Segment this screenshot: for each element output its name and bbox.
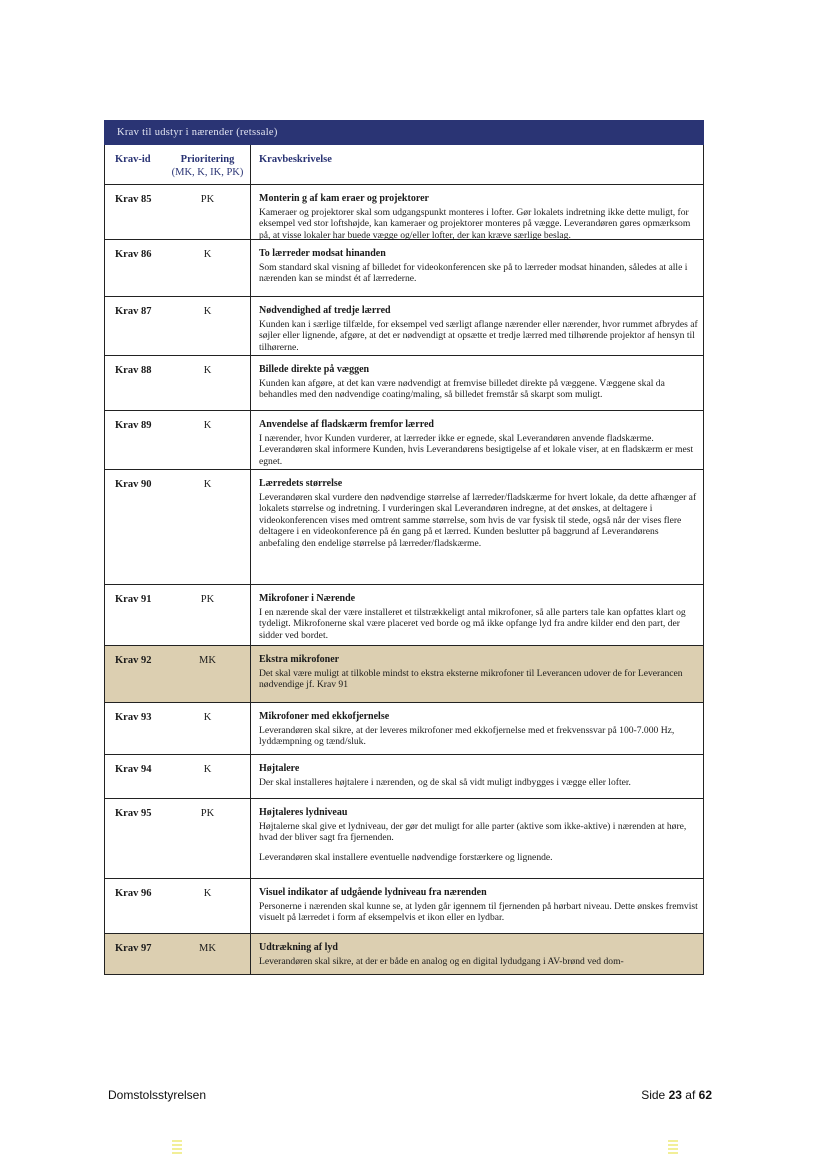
row-description bbox=[251, 934, 703, 974]
requirement-text: Leverandøren skal sikre, at der leveres mikrofoner med ekkofjernelse med et frekvenssvar på 100-7.000 Hz, lyddæmpning og tænd/sluk. bbox=[259, 724, 675, 748]
row-priority: MK bbox=[165, 934, 251, 974]
page-of: af bbox=[685, 1088, 696, 1102]
requirement-title: To lærreder modsat hinanden bbox=[259, 248, 386, 259]
footer-organization: Domstolsstyrelsen bbox=[108, 1088, 207, 1102]
page-current: 23 bbox=[668, 1088, 682, 1102]
highlight-marker-left bbox=[172, 1140, 182, 1156]
row-description bbox=[251, 755, 703, 798]
requirement-title: Udtrækning af lyd bbox=[259, 942, 338, 953]
row-description bbox=[251, 185, 703, 239]
row-description bbox=[251, 585, 703, 645]
table-row bbox=[104, 297, 704, 356]
requirements-table bbox=[104, 120, 704, 975]
row-priority: MK bbox=[165, 646, 251, 702]
header-priority-sub: (MK, K, IK, PK) bbox=[171, 167, 244, 178]
row-id: Krav 91 bbox=[115, 594, 152, 605]
row-id: Krav 85 bbox=[115, 194, 152, 205]
row-priority: K bbox=[165, 703, 251, 754]
row-description bbox=[251, 297, 703, 355]
row-id: Krav 93 bbox=[115, 712, 152, 723]
table-row bbox=[104, 703, 704, 755]
row-priority: PK bbox=[165, 799, 251, 878]
requirement-title: Nødvendighed af tredje lærred bbox=[259, 305, 391, 316]
row-priority: K bbox=[165, 879, 251, 933]
header-description: Kravbeskrivelse bbox=[259, 154, 332, 165]
row-priority: PK bbox=[165, 585, 251, 645]
requirement-text: Som standard skal visning af billedet for videokonferencen ske på to lærreder modsat hinanden, således at alle i nærenden kan se mindst ét af lærrederne. bbox=[259, 261, 688, 285]
row-id: Krav 89 bbox=[115, 420, 152, 431]
requirement-title: Monterin g af kam eraer og projektorer bbox=[259, 193, 429, 204]
highlight-marker-right bbox=[668, 1140, 678, 1156]
row-priority: K bbox=[165, 240, 251, 296]
table-body bbox=[104, 185, 704, 975]
row-description bbox=[251, 703, 703, 754]
row-id: Krav 86 bbox=[115, 249, 152, 260]
row-priority: PK bbox=[165, 185, 251, 239]
table-row bbox=[104, 799, 704, 879]
table-row bbox=[104, 646, 704, 703]
requirement-title: Visuel indikator af udgående lydniveau fra nærenden bbox=[259, 887, 487, 898]
requirement-title: Ekstra mikrofoner bbox=[259, 654, 340, 665]
row-id: Krav 94 bbox=[115, 764, 152, 775]
requirement-text: Kameraer og projektorer skal som udgangspunkt monteres i lofter. Gør lokalets indretning ikke dette muligt, for eksempel ved stor loftshøjde, kan kameraer og projektorer monteres på vægge. Leverandøren gøres opmærksom på, at visse lokaler har buede vægge og/eller lofter, der kan kræve særlige beslag. bbox=[259, 206, 691, 241]
row-priority: K bbox=[165, 411, 251, 469]
table-header-row bbox=[104, 145, 704, 185]
requirement-title: Lærredets størrelse bbox=[259, 478, 343, 489]
requirement-text: Leverandøren skal sikre, at der er både en analog og en digital lydudgang i AV-brønd ved dom- bbox=[259, 955, 624, 967]
requirement-text: I en nærende skal der være installeret et tilstrækkeligt antal mikrofoner, så alle parters tale kan opfattes klart og tydeligt. Mikrofonerne skal være placeret ved borde og må ikke opfange lyd fra andre kilder end den part, der sidder ved bordet. bbox=[259, 606, 686, 641]
row-priority: K bbox=[165, 755, 251, 798]
row-priority: K bbox=[165, 297, 251, 355]
row-id: Krav 96 bbox=[115, 888, 152, 899]
header-id: Krav-id bbox=[115, 154, 151, 165]
requirement-title: Anvendelse af fladskærm fremfor lærred bbox=[259, 419, 434, 430]
row-id: Krav 95 bbox=[115, 808, 152, 819]
row-id: Krav 87 bbox=[115, 306, 152, 317]
requirement-title: Mikrofoner i Nærende bbox=[259, 593, 356, 604]
requirement-text: Personerne i nærenden skal kunne se, at lyden går igennem til fjernenden på hørbart niveau. Dette ønskes fremvist visuelt på lærredet i form af eksempelvis et ikon eller en lydbar. bbox=[259, 900, 698, 924]
table-row bbox=[104, 934, 704, 975]
requirement-text: Kunden kan afgøre, at det kan være nødvendigt at fremvise billedet direkte på væggene. Væggene skal da behandles med den nødvendige coating/maling, så billedet fremstår så skarpt som muligt. bbox=[259, 377, 665, 401]
table-row bbox=[104, 755, 704, 799]
row-description bbox=[251, 646, 703, 702]
table-row bbox=[104, 185, 704, 240]
row-priority: K bbox=[165, 356, 251, 410]
row-description bbox=[251, 356, 703, 410]
requirement-title: Billede direkte på væggen bbox=[259, 364, 370, 375]
row-priority: K bbox=[165, 470, 251, 584]
table-row bbox=[104, 356, 704, 411]
page-total: 62 bbox=[698, 1088, 712, 1102]
header-priority-label: Prioritering bbox=[180, 154, 235, 165]
requirement-text: Der skal installeres højtalere i nærenden, og de skal så vidt muligt indbygges i vægge eller lofter. bbox=[259, 776, 631, 788]
requirement-title: Højtaleres lydniveau bbox=[259, 807, 348, 818]
footer-page-number bbox=[641, 1088, 712, 1102]
requirement-text: I nærender, hvor Kunden vurderer, at lærreder ikke er egnede, skal Leverandøren anvende fladskærme. Leverandøren skal informere Kunden, hvis Leverandørens besigtigelse af et lokale viser, at en fladskærm er mest egnet. bbox=[259, 432, 694, 467]
row-description bbox=[251, 879, 703, 933]
table-row bbox=[104, 240, 704, 297]
row-description bbox=[251, 240, 703, 296]
table-row bbox=[104, 470, 704, 585]
row-id: Krav 97 bbox=[115, 943, 152, 954]
requirement-text: Leverandøren skal vurdere den nødvendige størrelse af lærreder/fladskærme for hvert lokale, da dette afhænger af lokalets størrelse og indretning. I vurderingen skal Leverandøren indregne, at det ønskes, at deltagere i videokonferencen vises med omtrent samme størrelse, som hvis de var fysisk til stede, også når der vises flere deltagere i en videokonference på én gang på et lærred. Kunden beslutter på baggrund af Leverandørens anbefaling den endelige størrelse på lærreder/fladskærme. bbox=[259, 491, 697, 549]
requirement-title: Mikrofoner med ekkofjernelse bbox=[259, 711, 390, 722]
header-priority bbox=[165, 145, 251, 184]
table-row bbox=[104, 411, 704, 470]
requirement-title: Højtalere bbox=[259, 763, 300, 774]
row-description bbox=[251, 799, 703, 878]
row-id: Krav 90 bbox=[115, 479, 152, 490]
requirement-text: Det skal være muligt at tilkoble mindst to ekstra eksterne mikrofoner til Leverancen udover de for Leverancen nødvendige jf. Krav 91 bbox=[259, 667, 683, 691]
table-row bbox=[104, 879, 704, 934]
row-id: Krav 88 bbox=[115, 365, 152, 376]
table-row bbox=[104, 585, 704, 646]
requirement-text: Kunden kan i særlige tilfælde, for eksempel ved særligt aflange nærender eller nærender, hvor rummet afbrydes af søjler eller lignende, afgøre, at det er nødvendigt at opsætte et tredje lærred med tilhørende projektor af hensyn til tilhørerne. bbox=[259, 318, 698, 353]
row-id: Krav 92 bbox=[115, 655, 152, 666]
row-description bbox=[251, 411, 703, 469]
requirement-extra-text: Leverandøren skal installere eventuelle nødvendige forstærkere og lignende. bbox=[259, 851, 553, 863]
page-prefix: Side bbox=[641, 1088, 666, 1102]
requirement-text: Højtalerne skal give et lydniveau, der gør det muligt for alle parter (aktive som ikke-aktive) i nærenden at høre, hvad der bliver sagt fra fjernenden. bbox=[259, 820, 687, 844]
table-title: Krav til udstyr i nærender (retssale) bbox=[104, 120, 704, 145]
row-description bbox=[251, 470, 703, 584]
